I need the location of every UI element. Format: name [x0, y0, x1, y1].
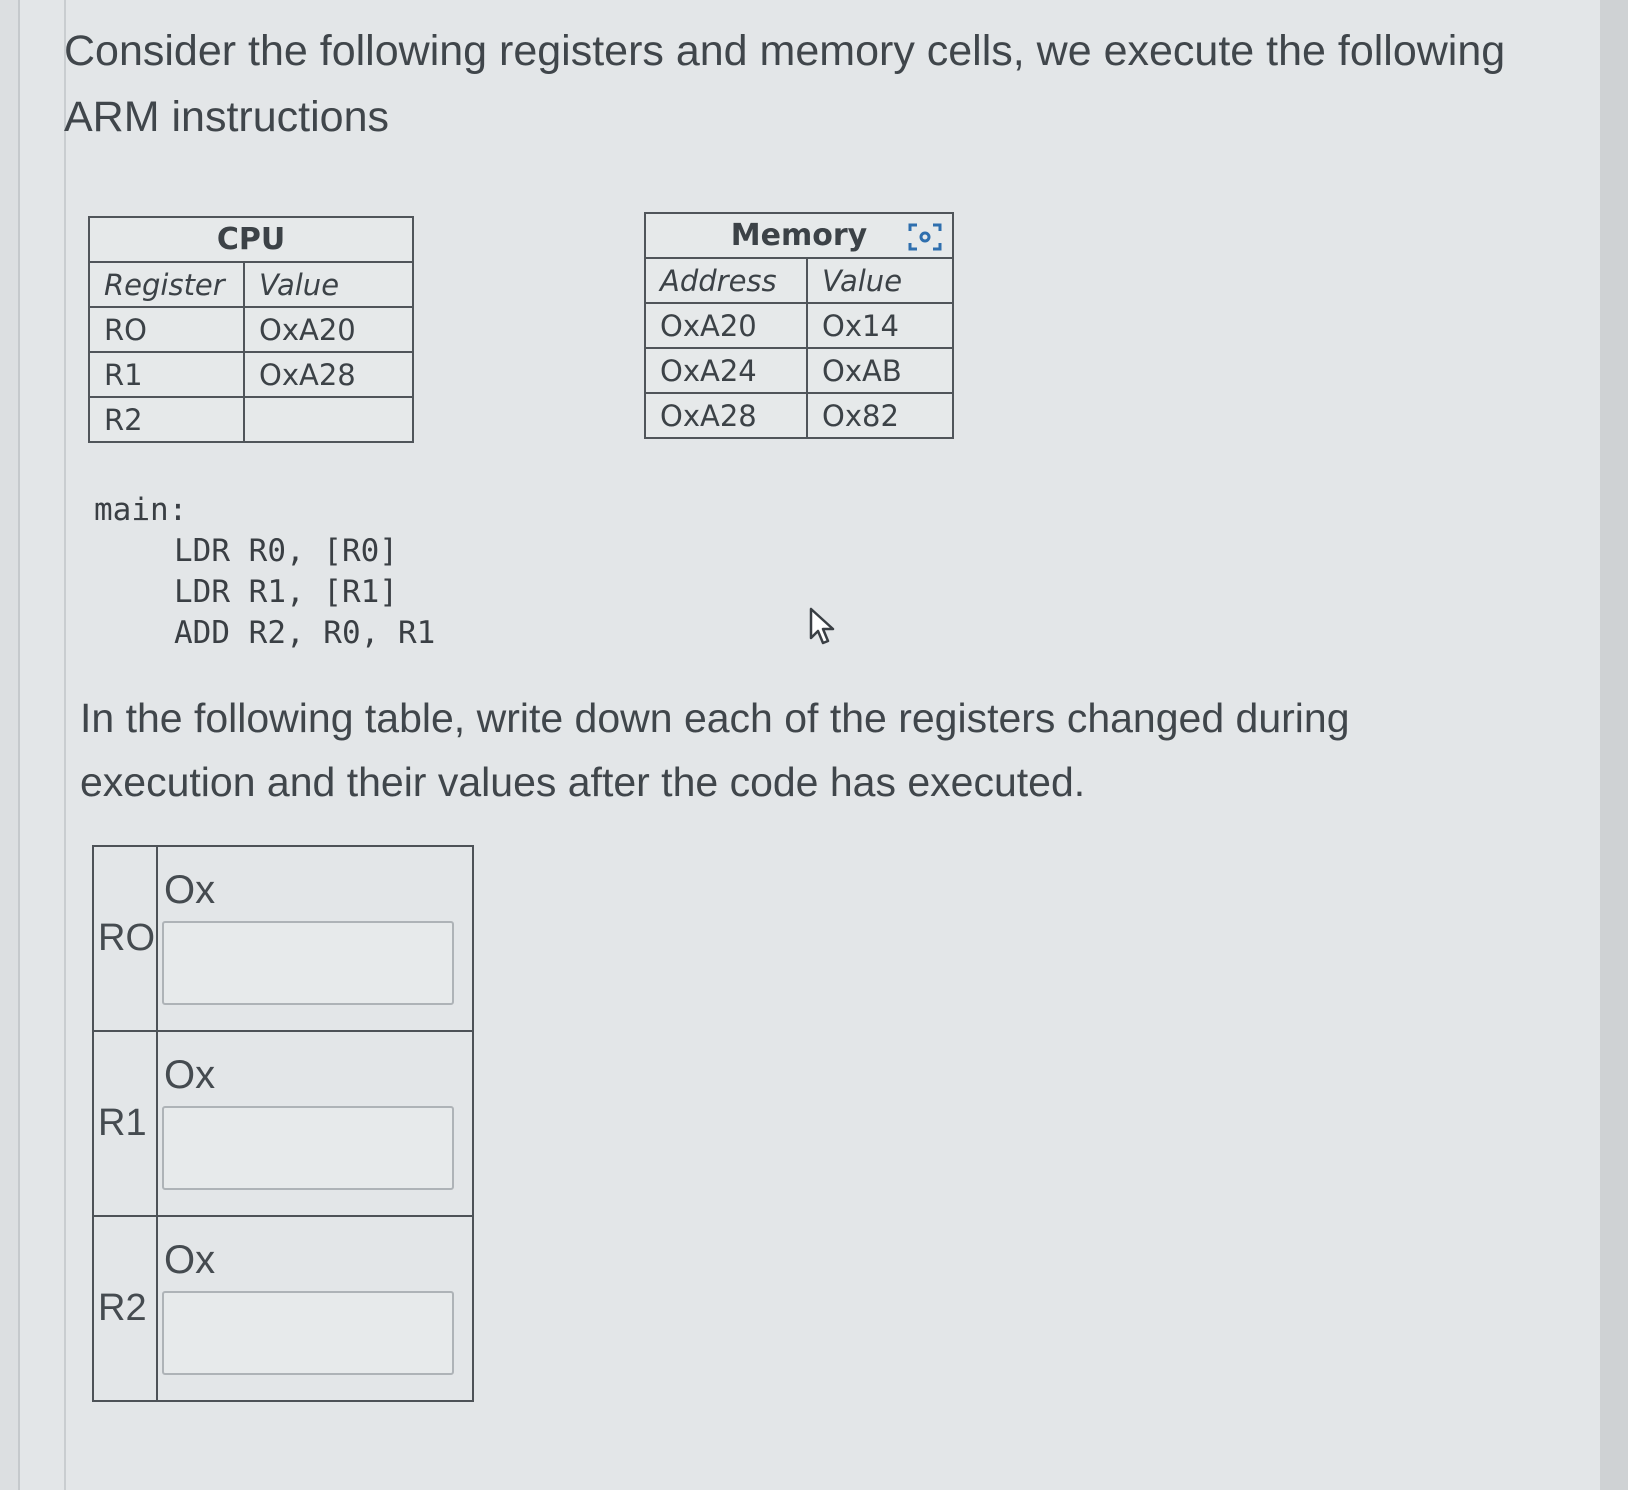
memory-table [644, 212, 954, 439]
code-instruction: LDR R1, [R1] [174, 574, 398, 610]
r0-answer-input[interactable] [162, 921, 454, 1005]
hex-prefix: Ox [164, 1238, 216, 1282]
cpu-header-register: Register [89, 262, 244, 307]
table-row [89, 352, 413, 397]
question-text: In the following table, write down each of the registers changed during execution and their values after the code has executed. [80, 695, 1350, 805]
table-row [645, 393, 953, 438]
memory-value-cell: Ox14 [807, 303, 953, 348]
code-instruction: ADD R2, R0, R1 [174, 615, 436, 651]
answer-table [92, 845, 474, 1402]
mouse-cursor-icon [808, 606, 842, 648]
code-instruction: LDR R0, [R0] [174, 533, 398, 569]
r1-answer-input[interactable] [162, 1106, 454, 1190]
answer-register-label: RO [93, 846, 157, 1031]
answer-row [93, 846, 473, 1031]
table-row [645, 303, 953, 348]
answer-cell [157, 1031, 473, 1216]
cpu-header-value: Value [244, 262, 413, 307]
memory-address-cell: OxA28 [645, 393, 807, 438]
memory-address-cell: OxA20 [645, 303, 807, 348]
intro-text: Consider the following registers and memory cells, we execute the following ARM instructions [64, 27, 1506, 141]
table-row [89, 307, 413, 352]
cpu-register-cell: R2 [89, 397, 244, 442]
cpu-value-cell [244, 397, 413, 442]
memory-table-title: Memory [730, 218, 868, 253]
cpu-table [88, 216, 414, 443]
code-label: main: [94, 492, 188, 528]
scan-text-icon[interactable] [908, 222, 942, 252]
cpu-register-cell: RO [89, 307, 244, 352]
memory-table-title-cell [645, 213, 953, 258]
hex-prefix: Ox [164, 1053, 216, 1097]
memory-value-cell: OxAB [807, 348, 953, 393]
answer-cell [157, 846, 473, 1031]
r2-answer-input[interactable] [162, 1291, 454, 1375]
table-row [645, 348, 953, 393]
cpu-table-title: CPU [89, 217, 413, 262]
memory-header-value: Value [807, 258, 953, 303]
memory-address-cell: OxA24 [645, 348, 807, 393]
answer-register-label: R1 [93, 1031, 157, 1216]
answer-row [93, 1216, 473, 1401]
code-block [94, 490, 435, 654]
cpu-value-cell: OxA28 [244, 352, 413, 397]
right-edge [1600, 0, 1628, 1490]
memory-value-cell: Ox82 [807, 393, 953, 438]
answer-cell [157, 1216, 473, 1401]
table-row [89, 397, 413, 442]
answer-row [93, 1031, 473, 1216]
left-rail [64, 0, 66, 1490]
answer-register-label: R2 [93, 1216, 157, 1401]
cpu-register-cell: R1 [89, 352, 244, 397]
hex-prefix: Ox [164, 868, 216, 912]
memory-header-address: Address [645, 258, 807, 303]
cpu-value-cell: OxA20 [244, 307, 413, 352]
